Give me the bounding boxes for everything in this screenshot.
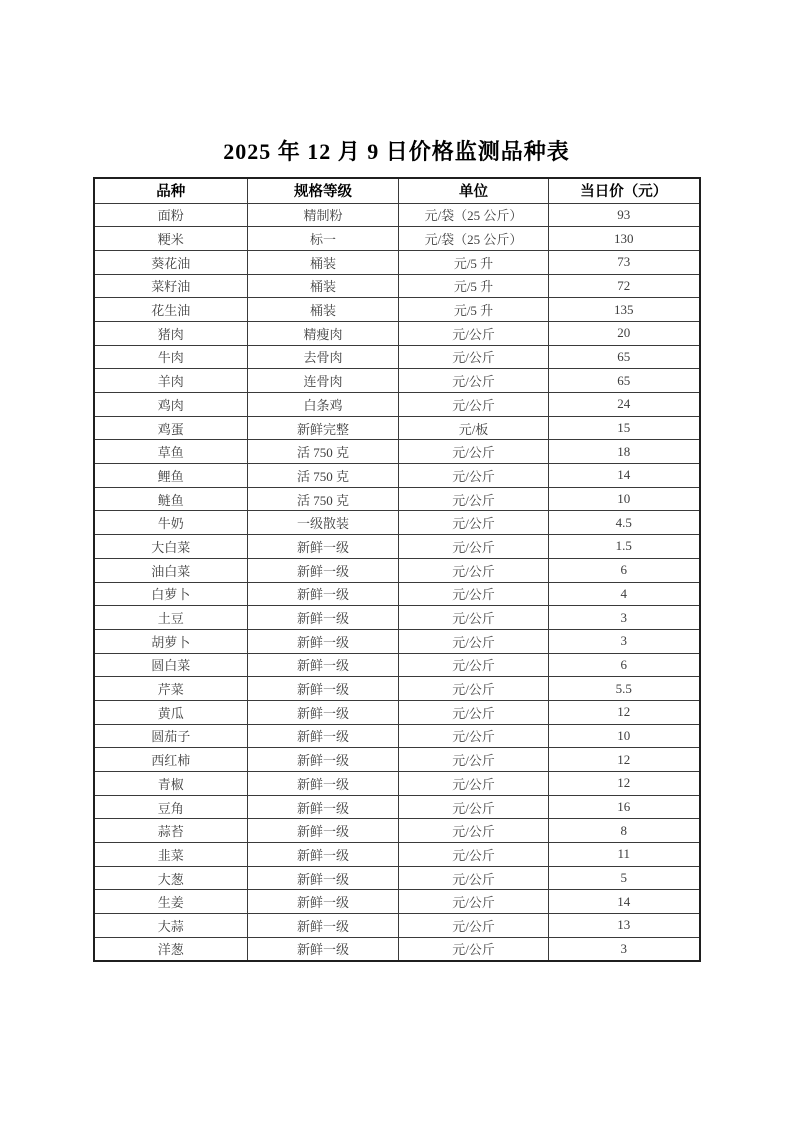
cell-unit: 元/公斤 (399, 393, 549, 417)
cell-variety: 胡萝卜 (94, 629, 248, 653)
cell-variety: 面粉 (94, 203, 248, 227)
cell-variety: 韭菜 (94, 843, 248, 867)
cell-unit: 元/公斤 (399, 724, 549, 748)
cell-unit: 元/公斤 (399, 535, 549, 559)
cell-grade: 新鲜一级 (248, 914, 399, 938)
cell-grade: 新鲜一级 (248, 890, 399, 914)
cell-grade: 标一 (248, 227, 399, 251)
cell-unit: 元/公斤 (399, 511, 549, 535)
cell-unit: 元/公斤 (399, 819, 549, 843)
cell-grade: 新鲜一级 (248, 606, 399, 630)
cell-price: 3 (549, 629, 700, 653)
cell-variety: 菜籽油 (94, 274, 248, 298)
cell-unit: 元/公斤 (399, 748, 549, 772)
table-row (94, 914, 700, 938)
cell-unit: 元/公斤 (399, 487, 549, 511)
table-row (94, 369, 700, 393)
table-row (94, 558, 700, 582)
cell-grade: 活 750 克 (248, 487, 399, 511)
table-row (94, 606, 700, 630)
table-row (94, 890, 700, 914)
cell-grade: 新鲜一级 (248, 843, 399, 867)
cell-variety: 葵花油 (94, 250, 248, 274)
cell-unit: 元/公斤 (399, 795, 549, 819)
cell-price: 12 (549, 700, 700, 724)
cell-grade: 新鲜一级 (248, 819, 399, 843)
cell-unit: 元/公斤 (399, 629, 549, 653)
table-row (94, 393, 700, 417)
cell-variety: 草鱼 (94, 440, 248, 464)
cell-price: 16 (549, 795, 700, 819)
cell-price: 3 (549, 606, 700, 630)
header-cell-variety: 品种 (94, 178, 248, 203)
table-row (94, 653, 700, 677)
header-cell-unit: 单位 (399, 178, 549, 203)
table-header-row (94, 178, 700, 203)
cell-price: 20 (549, 321, 700, 345)
cell-variety: 鸡肉 (94, 393, 248, 417)
cell-grade: 新鲜一级 (248, 700, 399, 724)
cell-unit: 元/5 升 (399, 298, 549, 322)
table-row (94, 487, 700, 511)
table-row (94, 748, 700, 772)
cell-price: 65 (549, 369, 700, 393)
cell-grade: 新鲜一级 (248, 748, 399, 772)
table-row (94, 345, 700, 369)
cell-grade: 新鲜一级 (248, 558, 399, 582)
table-row (94, 203, 700, 227)
cell-grade: 精制粉 (248, 203, 399, 227)
header-cell-price: 当日价（元） (549, 178, 700, 203)
cell-price: 14 (549, 890, 700, 914)
cell-unit: 元/公斤 (399, 582, 549, 606)
cell-variety: 大白菜 (94, 535, 248, 559)
table-row (94, 819, 700, 843)
cell-variety: 土豆 (94, 606, 248, 630)
cell-grade: 桶装 (248, 250, 399, 274)
cell-unit: 元/公斤 (399, 914, 549, 938)
cell-price: 5.5 (549, 677, 700, 701)
cell-price: 5 (549, 866, 700, 890)
table-row (94, 298, 700, 322)
cell-variety: 花生油 (94, 298, 248, 322)
table-row (94, 937, 700, 961)
cell-grade: 桶装 (248, 298, 399, 322)
cell-variety: 圆茄子 (94, 724, 248, 748)
table-row (94, 227, 700, 251)
cell-grade: 新鲜一级 (248, 937, 399, 961)
cell-variety: 大蒜 (94, 914, 248, 938)
cell-variety: 豆角 (94, 795, 248, 819)
cell-unit: 元/公斤 (399, 321, 549, 345)
cell-grade: 活 750 克 (248, 464, 399, 488)
cell-price: 15 (549, 416, 700, 440)
cell-grade: 新鲜一级 (248, 866, 399, 890)
cell-price: 12 (549, 748, 700, 772)
table-row (94, 677, 700, 701)
cell-price: 4 (549, 582, 700, 606)
cell-unit: 元/公斤 (399, 345, 549, 369)
cell-unit: 元/公斤 (399, 606, 549, 630)
cell-price: 13 (549, 914, 700, 938)
cell-grade: 新鲜一级 (248, 653, 399, 677)
cell-variety: 芹菜 (94, 677, 248, 701)
cell-grade: 一级散装 (248, 511, 399, 535)
cell-unit: 元/袋（25 公斤） (399, 227, 549, 251)
cell-grade: 新鲜一级 (248, 629, 399, 653)
cell-price: 12 (549, 772, 700, 796)
table-row (94, 416, 700, 440)
cell-price: 130 (549, 227, 700, 251)
table-header (94, 178, 700, 203)
cell-grade: 连骨肉 (248, 369, 399, 393)
cell-price: 10 (549, 487, 700, 511)
table-row (94, 321, 700, 345)
cell-price: 6 (549, 653, 700, 677)
cell-variety: 油白菜 (94, 558, 248, 582)
cell-variety: 西红柿 (94, 748, 248, 772)
cell-variety: 猪肉 (94, 321, 248, 345)
cell-grade: 新鲜一级 (248, 582, 399, 606)
cell-grade: 精瘦肉 (248, 321, 399, 345)
cell-price: 18 (549, 440, 700, 464)
cell-unit: 元/公斤 (399, 558, 549, 582)
table-body (94, 203, 700, 961)
table-row (94, 843, 700, 867)
cell-unit: 元/公斤 (399, 653, 549, 677)
cell-unit: 元/板 (399, 416, 549, 440)
cell-price: 8 (549, 819, 700, 843)
document-title: 2025 年 12 月 9 日价格监测品种表 (223, 139, 570, 164)
cell-variety: 鲢鱼 (94, 487, 248, 511)
cell-unit: 元/5 升 (399, 274, 549, 298)
cell-unit: 元/公斤 (399, 843, 549, 867)
cell-grade: 活 750 克 (248, 440, 399, 464)
cell-variety: 蒜苔 (94, 819, 248, 843)
cell-grade: 桶装 (248, 274, 399, 298)
cell-variety: 圆白菜 (94, 653, 248, 677)
cell-variety: 白萝卜 (94, 582, 248, 606)
cell-unit: 元/公斤 (399, 937, 549, 961)
cell-price: 65 (549, 345, 700, 369)
cell-grade: 新鲜一级 (248, 724, 399, 748)
cell-price: 93 (549, 203, 700, 227)
cell-variety: 牛肉 (94, 345, 248, 369)
table-row (94, 724, 700, 748)
table-row (94, 535, 700, 559)
cell-grade: 新鲜一级 (248, 535, 399, 559)
cell-price: 6 (549, 558, 700, 582)
header-cell-grade: 规格等级 (248, 178, 399, 203)
cell-variety: 牛奶 (94, 511, 248, 535)
cell-unit: 元/公斤 (399, 772, 549, 796)
cell-variety: 生姜 (94, 890, 248, 914)
cell-unit: 元/公斤 (399, 866, 549, 890)
cell-unit: 元/5 升 (399, 250, 549, 274)
cell-unit: 元/公斤 (399, 890, 549, 914)
cell-price: 4.5 (549, 511, 700, 535)
cell-price: 11 (549, 843, 700, 867)
cell-variety: 鸡蛋 (94, 416, 248, 440)
table-row (94, 795, 700, 819)
cell-price: 24 (549, 393, 700, 417)
cell-grade: 新鲜一级 (248, 677, 399, 701)
cell-unit: 元/公斤 (399, 440, 549, 464)
cell-grade: 新鲜一级 (248, 772, 399, 796)
cell-variety: 洋葱 (94, 937, 248, 961)
table-row (94, 866, 700, 890)
cell-grade: 去骨肉 (248, 345, 399, 369)
cell-variety: 粳米 (94, 227, 248, 251)
cell-variety: 鲤鱼 (94, 464, 248, 488)
cell-price: 14 (549, 464, 700, 488)
cell-unit: 元/公斤 (399, 677, 549, 701)
cell-price: 72 (549, 274, 700, 298)
cell-price: 3 (549, 937, 700, 961)
cell-variety: 大葱 (94, 866, 248, 890)
table-row (94, 511, 700, 535)
cell-unit: 元/袋（25 公斤） (399, 203, 549, 227)
cell-unit: 元/公斤 (399, 700, 549, 724)
cell-unit: 元/公斤 (399, 369, 549, 393)
table-row (94, 274, 700, 298)
cell-variety: 青椒 (94, 772, 248, 796)
table-row (94, 582, 700, 606)
price-table (93, 177, 701, 962)
cell-grade: 白条鸡 (248, 393, 399, 417)
table-row (94, 629, 700, 653)
cell-grade: 新鲜完整 (248, 416, 399, 440)
table-row (94, 772, 700, 796)
table-row (94, 700, 700, 724)
cell-grade: 新鲜一级 (248, 795, 399, 819)
cell-price: 1.5 (549, 535, 700, 559)
table-row (94, 250, 700, 274)
table-row (94, 440, 700, 464)
cell-variety: 羊肉 (94, 369, 248, 393)
table-row (94, 464, 700, 488)
cell-unit: 元/公斤 (399, 464, 549, 488)
cell-price: 135 (549, 298, 700, 322)
cell-price: 73 (549, 250, 700, 274)
cell-price: 10 (549, 724, 700, 748)
cell-variety: 黄瓜 (94, 700, 248, 724)
